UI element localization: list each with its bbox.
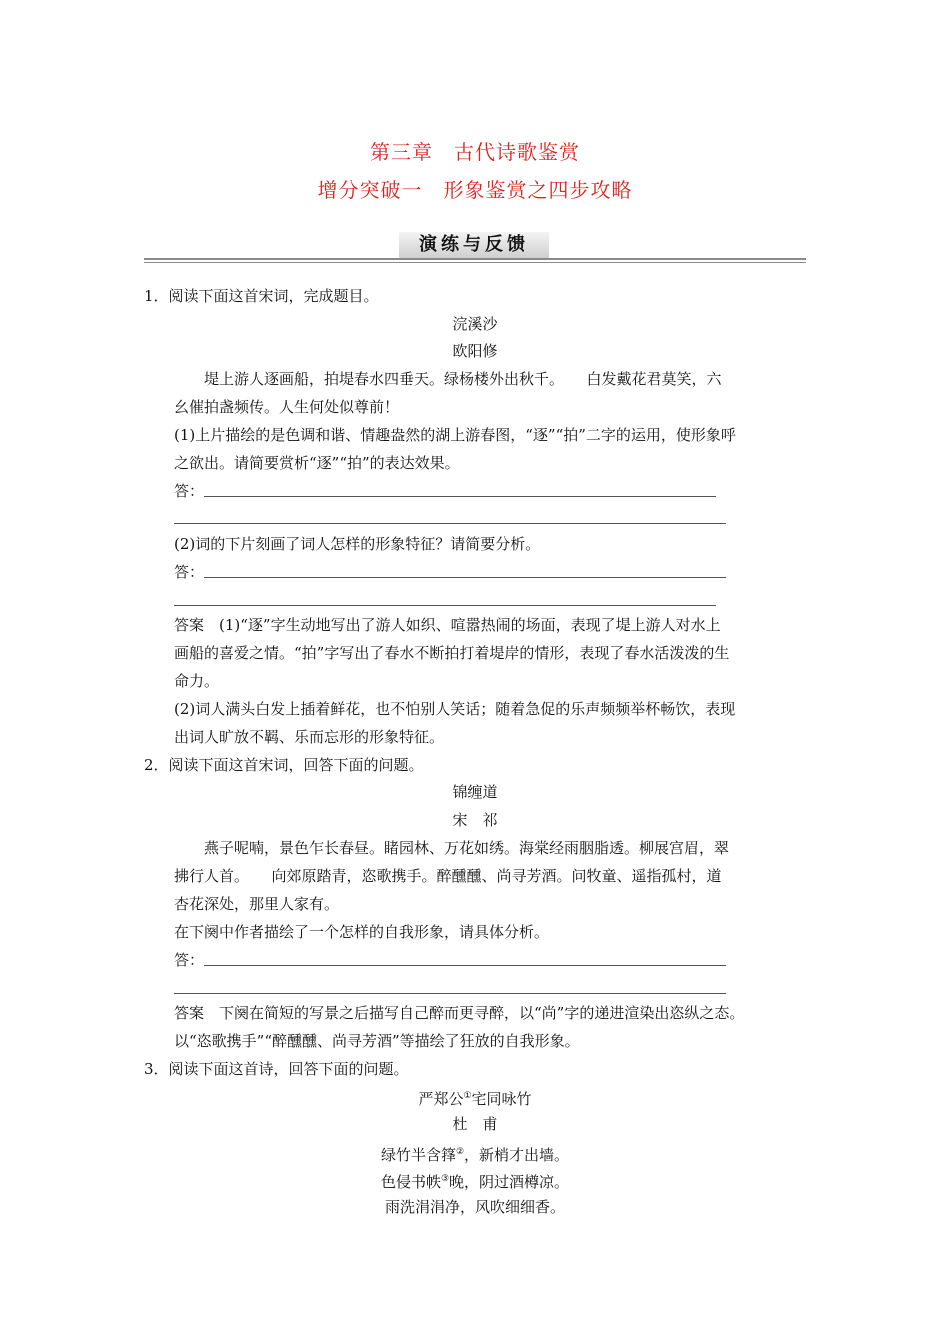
footnote-marker: ③ <box>440 1174 450 1184</box>
footnote-marker: ① <box>463 1091 472 1101</box>
q1-answer-key: 画船的喜爱之情。“拍”字写出了春水不断拍打着堤岸的情形，表现了春水活泼泼的生 <box>174 644 730 662</box>
answer-blank-line[interactable] <box>174 523 726 524</box>
q1-answer-key: 出词人旷放不羁、乐而忘形的形象特征。 <box>174 728 445 746</box>
answer-blank-line[interactable] <box>174 993 726 994</box>
q3-poem-title: 严郑公①宅同咏竹 <box>418 1090 532 1108</box>
q2-answer-label: 答： <box>174 951 205 969</box>
q1-prompt: 1．阅读下面这首宋词，完成题目。 <box>144 287 379 305</box>
q3-author: 杜 甫 <box>452 1115 498 1133</box>
answer-blank-line[interactable] <box>204 577 726 578</box>
banner-label: 演练与反馈 <box>399 232 549 258</box>
q2-answer-key: 答案 下阕在简短的写景之后描写自己醉而更寻醉，以“尚”字的递进渲染出恣纵之态。 <box>174 1004 745 1022</box>
q2-answer-key: 以“恣歌携手”“醉醺醺、尚寻芳酒”等描绘了狂放的自我形象。 <box>174 1032 580 1050</box>
q1-poem-line: 堤上游人逐画船，拍堤春水四垂天。绿杨楼外出秋千。 白发戴花君莫笑，六 <box>204 370 722 388</box>
q1-answer-label: 答： <box>174 563 205 581</box>
q1-poem-line: 幺催拍盏频传。人生何处似尊前！ <box>174 398 400 416</box>
q1-answer-key: (2)词人满头白发上插着鲜花，也不怕别人笑话；随着急促的乐声频频举杯畅饮，表现 <box>174 700 736 718</box>
q2-prompt: 2．阅读下面这首宋词，回答下面的问题。 <box>144 756 424 774</box>
q3-poem-line: 色侵书帙③晚，阴过酒樽凉。 <box>380 1173 570 1191</box>
q1-answer-label: 答： <box>174 482 205 500</box>
q2-poem-line: 杏花深处，那里人家有。 <box>174 895 340 913</box>
banner-rule-thin <box>144 262 806 263</box>
q2-poem-line: 燕子呢喃，景色乍长春昼。睹园林、万花如绣。海棠经雨胭脂透。柳展宫眉，翠 <box>204 839 730 857</box>
q2-poem-line: 拂行人首。 向郊原踏青，恣歌携手。醉醺醺、尚寻芳酒。问牧童、遥指孤村，道 <box>174 867 722 885</box>
q2-poem-title: 锦缠道 <box>452 783 498 801</box>
q1-sub1-text: 之欲出。请简要赏析“逐”“拍”的表达效果。 <box>174 454 460 472</box>
q1-sub1-text: (1)上片描绘的是色调和谐、情趣盎然的湖上游春图，“逐”“拍”二字的运用，使形象呼 <box>174 426 736 444</box>
answer-blank-line[interactable] <box>204 965 726 966</box>
practice-banner <box>144 232 806 266</box>
section-title: 增分突破一 形象鉴赏之四步攻略 <box>317 178 633 202</box>
q1-answer-key: 命力。 <box>174 672 220 690</box>
q1-poem-title: 浣溪沙 <box>452 315 498 333</box>
q1-author: 欧阳修 <box>452 342 498 360</box>
footnote-marker: ② <box>455 1147 465 1157</box>
q3-poem-line: 绿竹半含箨②，新梢才出墙。 <box>380 1146 570 1164</box>
q2-author: 宋 祁 <box>452 811 498 829</box>
chapter-title: 第三章 古代诗歌鉴赏 <box>370 140 580 164</box>
banner-rule <box>144 258 806 260</box>
q2-question: 在下阕中作者描绘了一个怎样的自我形象，请具体分析。 <box>174 923 550 941</box>
q1-sub2-text: (2)词的下片刻画了词人怎样的形象特征？请简要分析。 <box>174 535 541 553</box>
q1-answer-key: 答案 (1)“逐”字生动地写出了游人如织、喧嚣热闹的场面，表现了堤上游人对水上 <box>174 616 721 634</box>
q3-poem-line: 雨洗涓涓净，风吹细细香。 <box>384 1198 565 1216</box>
q3-prompt: 3．阅读下面这首诗，回答下面的问题。 <box>144 1060 409 1078</box>
answer-blank-line[interactable] <box>174 605 716 606</box>
answer-blank-line[interactable] <box>204 496 716 497</box>
